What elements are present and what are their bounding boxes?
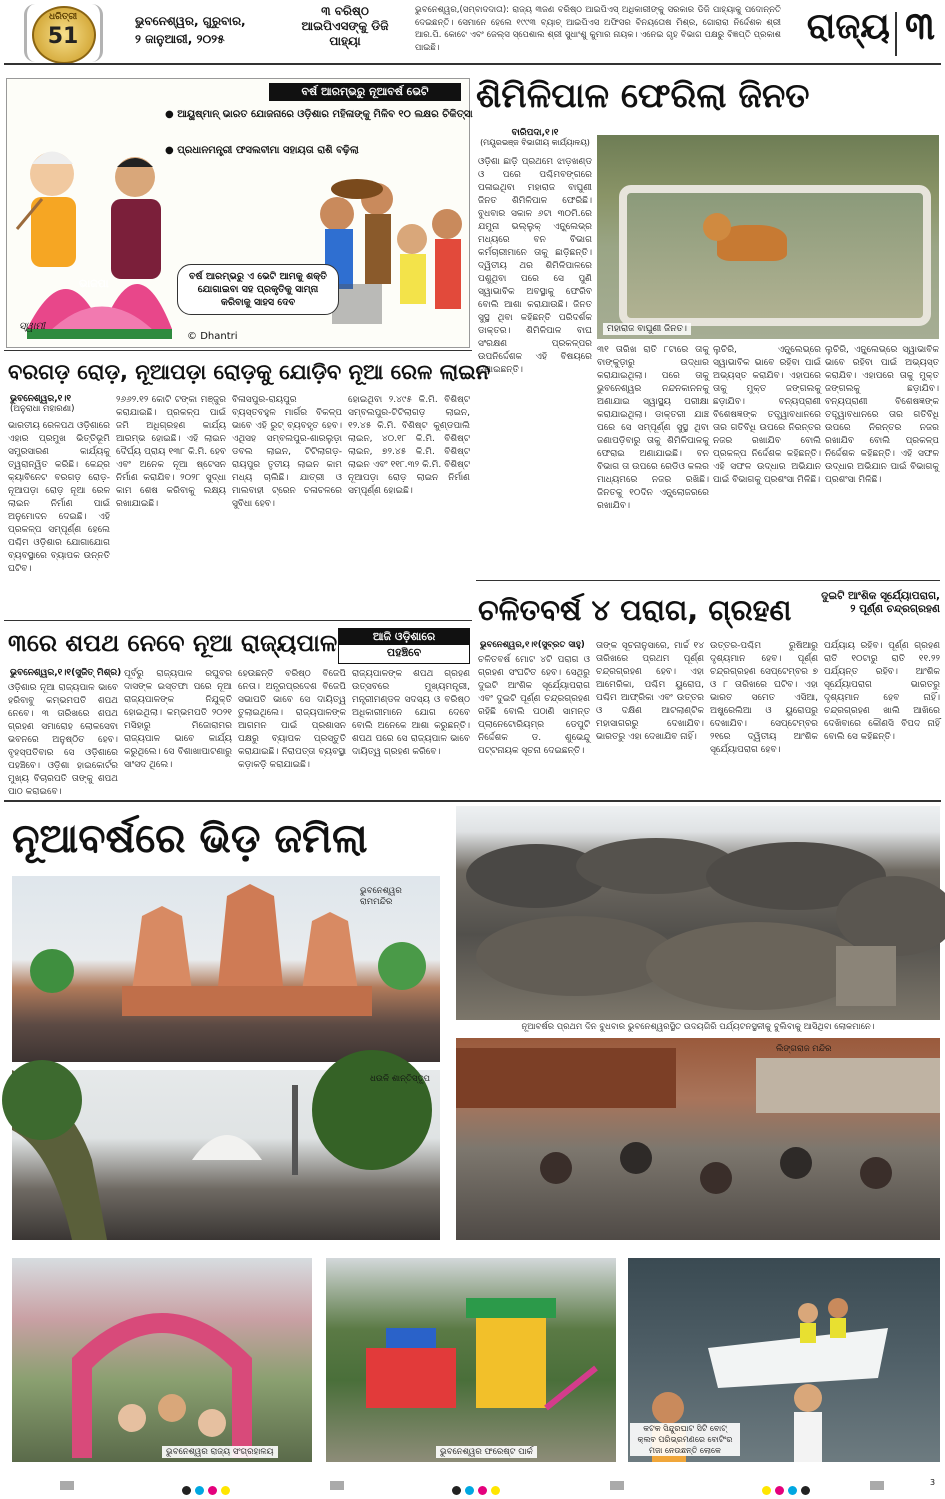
dhauli-photo — [12, 1070, 440, 1240]
cartoon-credit: © Dhantri — [187, 331, 238, 342]
rail-byline: (ଅନୁରାଧା ମହାରଣା) — [10, 404, 75, 414]
eclipse-col-3: ଉତ୍ତର-ପଶ୍ଚିମ ରୁଷିଆରୁ ଦୃଶ୍ୟମାନ ହେବ। ପୂର୍ଣ୍ଣ ଚନ୍ଦ୍ରଗ୍ରହଣ ସେପ୍ଟେମ୍ବର ୭ ଓ ୮ ତାରିଖରେ ଘଟିବ। ଏହା ଭାରତ ସମେତ ଏସିଆ, ଅଷ୍ଟ୍ରେଲିଆ ଓ ୟୁରୋପରୁ ଦେଖାଯିବ। ସେପ୍ଟେମ୍ବର ୨୧ରେ ଦ୍ୱିତୀୟ ଆଂଶିକ ସୂର୍ଯ୍ୟୋପରାଗ ହେବ। — [710, 641, 818, 755]
eclipse-subhead — [780, 590, 940, 616]
governor-tag-line1: ଆଜି ଓଡ଼ିଶାରେ — [339, 629, 469, 645]
similipal-col-4: ଲୁଚିରି, ଏନ୍କ୍ଲେଭ୍ରେ ସ୍ୱାଭାବିକ ଭାବେ ରହିବା ପାଇଁ ଅଭ୍ୟସ୍ତ କରାଯିବ। ଏହାପରେ ତାକୁ ମୁକ୍ତ ଜଙ୍ଗଲକୁ ଛଡ଼ାଯିବ। ବନ୍ୟପ୍ରାଣୀ ବିଶେଷଜ୍ଞଙ୍କ ତତ୍ତ୍ୱାବଧାନରେ ତାର ଗତିବିଧି ଉପରେ ନିରନ୍ତର ନଜର ରଖାଯିବ ବୋଲି ପ୍ରକଳ୍ପ ନିର୍ଦ୍ଦେଶକ କହିଛନ୍ତି। ଏହି ସଫଳ ଉଦ୍ଧାର ଅଭିଯାନ ପାଇଁ ବିଭାଗକୁ ପ୍ରଶଂସା ମିଳିଛି। — [825, 345, 939, 485]
ram-temple-label: ଭୁବନେଶ୍ୱର ରାମମନ୍ଦିର — [360, 886, 402, 907]
udayagiri-caption: ନୂଆବର୍ଷର ପ୍ରଥମ ଦିନ ବୁଧବାର ଭୁବନେଶ୍ୱରସ୍ଥିତ ଉଦୟଗିରି ପର୍ଯ୍ୟଟନସ୍ଥଳୀକୁ ବୁଲିବାକୁ ଆସିଥିବା ଲୋକମାନେ। — [521, 1022, 875, 1032]
teaser-line3: ପାହ୍ୟା — [329, 34, 361, 48]
governor-col-1: ଓଡ଼ିଶାର ନୂଆ ରାଜ୍ୟପାଳ ଭାବେ ହରିବାବୁ କମ୍ଭମପତି ଶପଥ ନେବେ। ୩ ତାରିଖରେ ଶପଥ ଗ୍ରହଣ ସମାରୋହ ଲୋକସେବା ଭବନରେ ଅନୁଷ୍ଠିତ ହେବ। ବୃହସ୍ପତିବାର ସେ ଓଡ଼ିଶାରେ ପହଞ୍ଚିବେ। ଓଡ଼ିଶା ହାଇକୋର୍ଟର ମୁଖ୍ୟ ବିଚାରପତି ତାଙ୍କୁ ଶପଥ ପାଠ କରାଇବେ। — [8, 683, 118, 797]
governor-col-4: ରାଜ୍ୟପାଳଙ୍କ ଶପଥ ଗ୍ରହଣ ଉତ୍ସବରେ ମୁଖ୍ୟମନ୍ତ୍ରୀ, ମନ୍ତ୍ରୀମଣ୍ଡଳ ସଦସ୍ୟ ଓ ବରିଷ୍ଠ ଅଧିକାରୀମାନେ ଯୋଗ ଦେବେ ବୋଲି ଅନେକେ ଆଶା କରୁଛନ୍ତି। ଶପଥ ପରେ ସେ ରାଜ୍ୟପାଳ ଭାବେ ଦାୟିତ୍ୱ ଗ୍ରହଣ କରିବେ। — [352, 669, 470, 757]
eclipse-dateline: ଭୁବନେଶ୍ୱର,୧।୧(ସୁବ୍ରତ ସାହୁ) — [480, 640, 585, 650]
footer-crop-marks — [0, 1478, 945, 1494]
eclipse-subhead-line2: ୨ ପୂର୍ଣ୍ଣ ଚନ୍ଦ୍ରଗ୍ରହଣ — [850, 603, 940, 615]
similipal-byline: (ମୟୂରଭଞ୍ଜ ବିଭାଗୀୟ କାର୍ଯ୍ୟାଳୟ) — [480, 138, 590, 147]
governor-top-rule — [4, 620, 472, 621]
cartoon-bullet-1: ● ଆୟୁଷ୍ମାନ୍ ଭାରତ ଯୋଜନାରେ ଓଡ଼ିଶାର ମହିଳାଙ୍କୁ ମିଳିବ ୧୦ ଲକ୍ଷର ଚିକିତ୍ସା — [165, 109, 473, 120]
anniversary-badge — [14, 4, 114, 64]
teaser-line1: ୩ ବରିଷ୍ଠ — [321, 4, 369, 18]
museum-caption: ଭୁବନେଶ୍ୱର ରାଜ୍ୟ ସଂଗ୍ରହାଳୟ — [162, 1446, 278, 1458]
museum-drawing — [12, 1258, 312, 1462]
dateline-block — [135, 14, 275, 47]
newyear-headline: ନୂଆବର୍ଷରେ ଭିଡ଼ ଜମିଲା — [12, 816, 368, 862]
teaser-headline — [280, 4, 410, 49]
similipal-dateline-place: ବାରିପଦା,୧।୧ — [511, 128, 559, 138]
eclipse-col-4: ପର୍ଯ୍ୟାୟ ରହିବ। ପୂର୍ଣ୍ଣ ଗ୍ରହଣ ରାତି ୧୦ଟାରୁ ରାତି ୧୧.୨୨ ପର୍ଯ୍ୟନ୍ତ ରହିବ। ଆଂଶିକ ସୂର୍ଯ୍ୟୋପରାଗ ଭାରତରୁ ଦୃଶ୍ୟମାନ ହେବ ନାହିଁ। ଚନ୍ଦ୍ରଗ୍ରହଣ ଖାଲି ଆଖିରେ ଦେଖିବାରେ କୌଣସି ବିପଦ ନାହିଁ ବୋଲି ସେ କହିଛନ୍ତି। — [824, 641, 940, 742]
boat-caption-line1: କଟକ ସିନ୍ଦୁରଘାଟ ସିଟି ବୋଟ୍ — [643, 1424, 727, 1433]
eclipse-headline: ଚଳିତବର୍ଷ ୪ ପରାଗ, ଗ୍ରହଣ — [478, 593, 792, 627]
udayagiri-drawing — [456, 806, 940, 1020]
boat-photo — [628, 1258, 940, 1462]
lingaraj-photo — [456, 1038, 940, 1240]
park-photo — [326, 1258, 616, 1462]
governor-dateline: ଭୁବନେଶ୍ୱର,୧।୧(ସୁଜିତ୍ ମିଶ୍ର) — [10, 668, 122, 678]
governor-col-3: ହେଉଛନ୍ତି ବରିଷ୍ଠ ବିଜେପି ନେତା। ଅନ୍ଧ୍ରପ୍ରଦେଶ ବିଜେପି ସଭାପତି ଭାବେ ସେ ଦାୟିତ୍ୱ ତୁଲାଇଥିଲେ। ରାଜ୍ୟପାଳଙ୍କ ଆଗମନ ପାଇଁ ପ୍ରଶାସନ ପକ୍ଷରୁ ବ୍ୟାପକ ପ୍ରସ୍ତୁତି କରାଯାଇଛି। ନିରାପତ୍ତା ବ୍ୟବସ୍ଥା କଡ଼ାକଡ଼ି କରାଯାଇଛି। — [238, 669, 346, 770]
masthead-divider — [895, 12, 897, 56]
museum-photo — [12, 1258, 312, 1462]
cartoon-panel — [6, 78, 473, 348]
rail-headline: ବରଗଡ଼ ରୋଡ଼, ନୂଆପଡ଼ା ରୋଡ଼କୁ ଯୋଡ଼ିବ ନୂଆ ରେଳ ଲାଇନ — [8, 360, 491, 384]
teaser-line2: ଆଇପିଏସଙ୍କୁ ଡିଜି — [301, 19, 389, 33]
masthead-rule — [4, 63, 941, 65]
tigress-photo-caption: ମହାରାଜ ବାଘୁଣୀ ଜିନତ। — [603, 323, 691, 335]
anniversary-number: 51 — [47, 24, 79, 49]
similipal-dateline — [478, 128, 592, 148]
similipal-col-1: ଓଡ଼ିଶା ଛାଡ଼ି ପ୍ରଥମେ ଝାଡ଼ଖଣ୍ଡ ଓ ପରେ ପଶ୍ଚିମବଙ୍ଗରେ ପଳାଇଥିବା ମହାରାଜ ବାଘୁଣୀ ଜିନତ ଶିମିଳିପାଳ ଫେରିଛି। ବୁଧବାର ସକାଳ ୬ଟା ୩୦ମି.ରେ ଯମୁନା ଭଲ୍ଲୁକ୍ ଏନ୍କ୍ଲେଭ୍ର ମଧ୍ୟରେ ବନ ବିଭାଗ କର୍ମଚାରୀମାନେ ତାକୁ ଛାଡ଼ିଛନ୍ତି। ଦ୍ୱିତୀୟ ଥର ଶିମିଳିପାଳରେ ପଶୁଥିବା ପରେ ସେ ପୁଣି ସ୍ୱାଭାବିକ ଅବସ୍ଥାକୁ ଫେରିବ ବୋଲି ଆଶା କରାଯାଉଛି। ଜିନତ ସୁସ୍ଥ ଥିବା କହିଛନ୍ତି ପରିଦର୍ଶକ ଡାକ୍ତର। ଶିମିଳିପାଳ ବାଘ ସଂରକ୍ଷଣ ପ୍ରକଳ୍ପର ଉପନିର୍ଦ୍ଦେଶକ ଏହି ବିଷୟରେ ଜଣାଇଛନ୍ତି। — [478, 157, 592, 375]
udayagiri-photo — [456, 806, 940, 1020]
eclipse-subhead-line1: ଦୁଇଟି ଆଂଶିକ ସୂର୍ଯ୍ୟୋପରାଗ, — [821, 590, 940, 602]
tigress-photo — [597, 135, 939, 339]
rail-dateline — [10, 394, 110, 414]
cartoon-banner: ବର୍ଷ ଆରମ୍ଭରୁ ନୂଆବର୍ଷ ଭେଟି — [269, 83, 461, 101]
newyear-top-rule — [4, 800, 941, 802]
governor-tag — [338, 628, 470, 664]
top-brief: ଭୁବନେଶ୍ୱର,(ସମ୍ବାଦଦାତା): ରାଜ୍ୟ ୩ଜଣ ବରିଷ୍ଠ ଆଇପିଏସ୍ ଅଧିକାରୀଙ୍କୁ ସରକାର ଡିଜି ପାହ୍ୟାକୁ ପଦୋନ୍ନତି ଦେଇଛନ୍ତି। ସେମାନେ ହେଲେ ୧୯୯୩ ବ୍ୟାଚ୍ ଆଇପିଏସ ଅଫିସର ବିନୟତୋଷ ମିଶ୍ର, ଗୋରାରା ନିର୍ଦ୍ଦେଶକ ଶ୍ରୀ ଆର.ପି. କୋଟେ ଏବଂ ଜେଲ୍ସ ସ୍ପେଶାଲ ଶ୍ରୀ ସୁଧାଂଶୁ କୁମାର ନାୟକ। ଏନେଇ ଗୃହ ବିଭାଗ ପକ୍ଷରୁ ବିଜ୍ଞପ୍ତି ପ୍ରକାଶ ପାଇଛି। — [415, 5, 781, 53]
rail-col-1: ଭାରତୀୟ ରେଳପଥ ଓଡ଼ିଶାରେ ଏହାର ପ୍ରମୁଖ ଭିତ୍ତିଭୂମି ସମ୍ପ୍ରସାରଣ କାର୍ଯ୍ୟକୁ ତ୍ୱରାନ୍ୱିତ କରିଛି। କେନ୍ଦ୍ର କ୍ୟାବିନେଟ ବରଗଡ଼ ରୋଡ଼-ନୂଆପଡ଼ା ରୋଡ଼ ନୂଆ ରେଳ ଲାଇନ ନିର୍ମାଣ ପାଇଁ ଅନୁମୋଦନ ଦେଇଛି। ଏହି ପ୍ରକଳ୍ପ ସମ୍ପୂର୍ଣ୍ଣ ହେଲେ ପଶ୍ଚିମ ଓଡ଼ିଶାର ଯୋଗାଯୋଗ ବ୍ୟବସ୍ଥାରେ ବ୍ୟାପକ ଉନ୍ନତି ଘଟିବ। — [8, 421, 110, 574]
park-caption: ଭୁବନେଶ୍ୱର ଫରେଷ୍ଟ ପାର୍କ — [436, 1446, 537, 1458]
similipal-headline: ଶିମିଳିପାଳ ଫେରିଲା ଜିନତ — [476, 76, 810, 116]
dateline-date: ୨ ଜାନୁଆରୀ, ୨୦୨୫ — [135, 32, 225, 46]
bullet-1-text: ଆୟୁଷ୍ମାନ୍ ଭାରତ ଯୋଜନାରେ ଓଡ଼ିଶାର ମହିଳାଙ୍କୁ ମିଳିବ ୧୦ ଲକ୍ଷର ଚିକିତ୍ସା — [177, 109, 473, 120]
governor-headline: ୩ରେ ଶପଥ ନେବେ ନୂଆ ରାଜ୍ୟପାଳ — [8, 629, 338, 657]
rail-col-3: ବିଳାସପୁର-ରାୟପୁର ବ୍ୟସ୍ତବହୁଳ ମାର୍ଗର ବିକଳ୍ପ ଭାବେ ଏହି ରୁଟ୍ ବ୍ୟବହୃତ ହେବ। ଏଥିସହ ସମ୍ବଲପୁର-ଶାରଲୁଡ଼ା ଡବଲ ଲାଇନ, ଟିଟିଲାଗଡ଼-ରାୟପୁର ତୃତୀୟ ଲାଇନ କାମ ମଧ୍ୟ ଚାଲିଛି। ଯାତ୍ରୀ ଓ ମାଲବାହୀ ଟ୍ରେନ ଚଳାଚଳରେ ସୁବିଧା ହେବ। — [232, 395, 342, 509]
eclipse-top-rule — [476, 580, 940, 581]
dateline-day: ଭୁବନେଶ୍ୱର, ଗୁରୁବାର, — [135, 14, 246, 28]
rail-dateline-place: ଭୁବନେଶ୍ୱର,୧।୧ — [10, 394, 72, 404]
bullet-2-text: ପ୍ରଧାନମନ୍ତ୍ରୀ ଫସଲବୀମା ସହାୟତା ରାଶି ବଢ଼ିଲା — [177, 145, 359, 156]
cartoon-speech-bubble: ବର୍ଷ ଆରମ୍ଭରୁ ଏ ଭେଟି ଆମକୁ ଶକ୍ତି ଯୋଗାଇବା ସହ ପ୍ରକୃତିକୁ ସାମ୍ନା କରିବାକୁ ସାହସ ଦେବ — [177, 264, 339, 315]
eclipse-col-2: ତାଙ୍କ ସୂଚନାନୁସାରେ, ମାର୍ଚ୍ଚ ୧୪ ତାରିଖରେ ପ୍ରଥମ ପୂର୍ଣ୍ଣ ଚନ୍ଦ୍ରଗ୍ରହଣ ହେବ। ଏହା ଆମେରିକା, ପଶ୍ଚିମ ୟୁରୋପ, ପଶ୍ଚିମ ଆଫ୍ରିକା ଏବଂ ଉତ୍ତର ଓ ଦକ୍ଷିଣ ଆଟଲାଣ୍ଟିକ ମହାସାଗରରୁ ଦେଖାଯିବ। ଭାରତରୁ ଏହା ଦେଖାଯିବ ନାହିଁ। — [596, 641, 704, 742]
footer-page-marker: 3 — [930, 1478, 936, 1487]
boat-caption — [630, 1423, 740, 1456]
section-title: ରାଜ୍ୟ — [806, 6, 890, 47]
eclipse-col-1: ଚଳିତବର୍ଷ ମୋଟ ୪ଟି ପରାଗ ଓ ଗ୍ରହଣ ସଂଘଟିତ ହେବ। ସେଥିରୁ ଦୁଇଟି ଆଂଶିକ ସୂର୍ଯ୍ୟୋପରାଗ ଏବଂ ଦୁଇଟି ପୂର୍ଣ୍ଣ ଚନ୍ଦ୍ରଗ୍ରହଣ ରହିଛି ବୋଲି ପଠାଣି ସାମନ୍ତ ପ୍ଲାନେଟୋରିୟମ୍ର ଡେପୁଟି ନିର୍ଦ୍ଦେଶକ ଡ. ଶୁଭେନ୍ଦୁ ପଟ୍ଟନାୟକ ସୂଚନା ଦେଇଛନ୍ତି। — [478, 655, 590, 756]
similipal-col-2: ୩୧ ତାରିଖ ରାତି ୮ଟାରେ ତାକୁ ବାଙ୍କୁଡ଼ାରୁ ଉଦ୍ଧାର କରାଯାଇଥିଲା। ପରେ ତାକୁ ଭୁବନେଶ୍ୱର ନନ୍ଦନକାନନକୁ ଅଣାଯାଇ ସ୍ୱାସ୍ଥ୍ୟ ପରୀକ୍ଷା କରାଯାଇଥିଲା। ଡାକ୍ତରୀ ଯାଞ୍ଚ ପରେ ସେ ସମ୍ପୂର୍ଣ୍ଣ ସୁସ୍ଥ ଥିବା ଜଣାପଡ଼ିବାରୁ ତାକୁ ଶିମିଳିପାଳକୁ ଫେରାଇ ଅଣାଯାଇଛି। ବନ ବିଭାଗ ତା ଉପରେ ରେଡିଓ କଲର ମାଧ୍ୟମରେ ନଜର ରଖିଛି। ଜିନତକୁ ୧୦ଦିନ ଏନ୍କ୍ଲୋଜରରେ ରଖାଯିବ। — [597, 345, 709, 511]
rail-top-rule — [4, 350, 472, 351]
dhauli-label: ଧଉଳି ଶାନ୍ତିସ୍ତୂପ — [370, 1074, 430, 1084]
lingaraj-label: ଲିଙ୍ଗରାଜ ମନ୍ଦିର — [776, 1044, 832, 1054]
ram-temple-photo — [12, 876, 440, 1062]
cartoon-credit-text: Dhantri — [200, 331, 238, 342]
boat-caption-line3: ମଜା ନେଉଛନ୍ତି ଲୋକେ — [649, 1446, 721, 1455]
lingaraj-drawing — [456, 1038, 940, 1240]
dhauli-drawing — [12, 1070, 440, 1240]
rail-col-4: ହୋଇଥିବା ୨.୪୯୫ କି.ମି. ବିଶିଷ୍ଟ ସମ୍ବଲପୁର-ଟିଟିଲାଗଡ଼ ଲାଇନ, ୧୨.୪୫ କି.ମି. ବିଶିଷ୍ଟ କୁଣ୍ଡପାଲି ଲାଇନ, ୪୦.୧୮ କି.ମି. ବିଶିଷ୍ଟ ଲାଇନ, ୭୨.୪୫ କି.ମି. ବିଶିଷ୍ଟ ଲାଇନ ଏବଂ ୧୧୮.୩୨ କି.ମି. ବିଶିଷ୍ଟ ନୂଆପଡ଼ା ରୋଡ଼ ଲାଇନ ନିର୍ମାଣ ସମ୍ପୂର୍ଣ୍ଣ ହୋଇଛି। — [348, 395, 470, 496]
governor-tag-line2: ପହଞ୍ଚିବେ — [386, 646, 422, 659]
rail-col-2: ୨୬୬୨.୧୨ କୋଟି ଟଙ୍କା ମଞ୍ଜୁର କରାଯାଇଛି। ପ୍ରକଳ୍ପ ପାଇଁ ଜମି ଅଧିଗ୍ରହଣ କାର୍ଯ୍ୟ ଆରମ୍ଭ ହୋଇଛି। ଏହି ଲାଇନ ଦୈର୍ଘ୍ୟ ପ୍ରାୟ ୧୩୮ କି.ମି. ହେବ ଏବଂ ଅନେକ ନୂଆ ଷ୍ଟେସନ ନିର୍ମାଣ କରାଯିବ। ୨୦୨୮ ସୁଦ୍ଧା କାମ ଶେଷ କରିବାକୁ ଲକ୍ଷ୍ୟ ରଖାଯାଇଛି। — [116, 395, 226, 509]
cartoonist-signature: ସ୍ୱାମୀ — [19, 321, 46, 332]
governor-col-2: ପୂର୍ବରୁ ରାଜ୍ୟପାଳ ରଘୁବର ଦାସଙ୍କ ଇସ୍ତଫା ପରେ ନୂଆ ରାଜ୍ୟପାଳଙ୍କ ନିଯୁକ୍ତି ହୋଇଥିଲା। କମ୍ଭମପତି ୨୦୨୧ ମସିହାରୁ ମିଜୋରାମର ରାଜ୍ୟପାଳ ଭାବେ କାର୍ଯ୍ୟ କରୁଥିଲେ। ସେ ବିଶାଖାପାଟଣାରୁ ସାଂସଦ ଥିଲେ। — [124, 669, 232, 770]
anniversary-label: ଧରିତ୍ରୀ — [48, 12, 78, 22]
party-label: ଭାଜପା — [79, 277, 109, 290]
similipal-col-3: ଲୁଚିରି, ଏନ୍କ୍ଲେଭ୍ରେ ସ୍ୱାଭାବିକ ଭାବେ ରହିବା ପାଇଁ ଅଭ୍ୟସ୍ତ କରାଯିବ। ଏହାପରେ ତାକୁ ମୁକ୍ତ ଜଙ୍ଗଲକୁ ଛଡ଼ାଯିବ। ବନ୍ୟପ୍ରାଣୀ ବିଶେଷଜ୍ଞଙ୍କ ତତ୍ତ୍ୱାବଧାନରେ ତାର ଗତିବିଧି ଉପରେ ନିରନ୍ତର ନଜର ରଖାଯିବ ବୋଲି ପ୍ରକଳ୍ପ ନିର୍ଦ୍ଦେଶକ କହିଛନ୍ତି। ଏହି ସଫଳ ଉଦ୍ଧାର ଅଭିଯାନ ପାଇଁ ବିଭାଗକୁ ପ୍ରଶଂସା ମିଳିଛି। — [713, 345, 821, 485]
page-number: ୩ — [905, 4, 935, 48]
park-drawing — [326, 1258, 616, 1462]
cartoon-bullet-2: ● ପ୍ରଧାନମନ୍ତ୍ରୀ ଫସଲବୀମା ସହାୟତା ରାଶି ବଢ଼ିଲା — [165, 145, 359, 156]
boat-caption-line2: କ୍ଲବ ପରିଭ୍ରମଣରେ ବୋଟିଂର — [637, 1435, 733, 1444]
